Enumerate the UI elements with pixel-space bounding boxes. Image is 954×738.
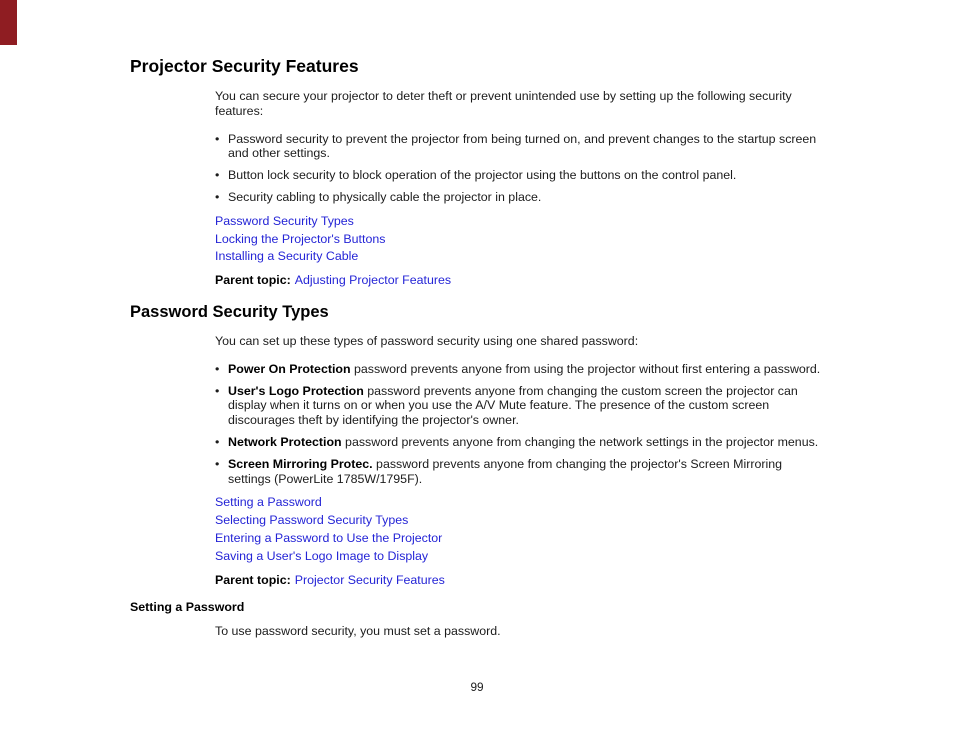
bullet-lead: Screen Mirroring Protec. bbox=[228, 456, 373, 471]
bullet-lead: User's Logo Protection bbox=[228, 383, 364, 398]
bullet-lead: Power On Protection bbox=[228, 361, 351, 376]
section2-intro: You can set up these types of password security using one shared password: bbox=[215, 333, 639, 348]
bullet-glyph: • bbox=[215, 361, 220, 376]
bullet-lead: Network Protection bbox=[228, 434, 342, 449]
parent-topic-line bbox=[215, 573, 825, 588]
parent-topic-line bbox=[215, 273, 825, 288]
page-number: 99 bbox=[470, 680, 484, 694]
link-installing-security-cable[interactable]: Installing a Security Cable bbox=[215, 249, 359, 264]
bullet-glyph: • bbox=[215, 131, 220, 146]
parent-topic-label: Parent topic: bbox=[215, 572, 291, 587]
bullet-glyph: • bbox=[215, 434, 220, 449]
bullet-item bbox=[215, 384, 825, 428]
link-entering-password-to-use-projector[interactable]: Entering a Password to Use the Projector bbox=[215, 530, 443, 545]
bullet-rest: password prevents anyone from changing the projector's Screen Mirroring settings (PowerLite 1785W/1795F). bbox=[228, 456, 783, 486]
bullet-item bbox=[215, 362, 825, 377]
section2-link-list bbox=[215, 495, 825, 563]
section-title-projector-security-features: Projector Security Features bbox=[130, 56, 359, 76]
link-adjusting-projector-features[interactable]: Adjusting Projector Features bbox=[294, 273, 452, 288]
bullet-rest: password prevents anyone from using the projector without first entering a password. bbox=[350, 361, 821, 376]
link-projector-security-features[interactable]: Projector Security Features bbox=[294, 572, 445, 587]
section2-body bbox=[215, 334, 825, 587]
section3-body bbox=[215, 624, 825, 639]
section1-bullet-list bbox=[215, 132, 825, 205]
bullet-item bbox=[215, 168, 825, 183]
section3-text: To use password security, you must set a password. bbox=[215, 624, 501, 639]
section-title-password-security-types: Password Security Types bbox=[130, 302, 329, 321]
bullet-text bbox=[228, 435, 825, 450]
bullet-item bbox=[215, 435, 825, 450]
bullet-text bbox=[228, 457, 825, 487]
bullet-glyph: • bbox=[215, 383, 220, 398]
section1-link-list bbox=[215, 214, 825, 264]
bullet-item bbox=[215, 457, 825, 487]
bullet-glyph: • bbox=[215, 189, 220, 204]
bullet-item bbox=[215, 190, 825, 205]
bullet-rest: password prevents anyone from changing the network settings in the projector menus. bbox=[341, 434, 819, 449]
link-saving-users-logo-image[interactable]: Saving a User's Logo Image to Display bbox=[215, 548, 429, 563]
link-locking-projectors-buttons[interactable]: Locking the Projector's Buttons bbox=[215, 231, 386, 246]
corner-accent-bar bbox=[0, 0, 17, 45]
bullet-text: Security cabling to physically cable the projector in place. bbox=[228, 189, 542, 204]
bullet-text: Password security to prevent the projector from being turned on, and prevent changes to the startup screen and other settings. bbox=[228, 131, 817, 161]
bullet-text: Button lock security to block operation of the projector using the buttons on the control panel. bbox=[228, 168, 737, 183]
parent-topic-label: Parent topic: bbox=[215, 273, 291, 288]
section2-bullet-list bbox=[215, 362, 825, 487]
bullet-text bbox=[228, 384, 825, 428]
bullet-rest: password prevents anyone from changing the custom screen the projector can display when it turns on or when you use the A/V Mute feature. The presence of the custom screen discourages theft by identifying the projector's owner. bbox=[228, 383, 798, 428]
section1-intro: You can secure your projector to deter theft or prevent unintended use by setting up the following security features: bbox=[215, 89, 792, 118]
bullet-text bbox=[228, 362, 825, 377]
page-content bbox=[130, 56, 830, 652]
link-password-security-types[interactable]: Password Security Types bbox=[215, 213, 354, 228]
bullet-glyph: • bbox=[215, 456, 220, 471]
bullet-glyph: • bbox=[215, 168, 220, 183]
bullet-item bbox=[215, 132, 825, 162]
section-title-setting-a-password: Setting a Password bbox=[130, 600, 245, 615]
link-selecting-password-security-types[interactable]: Selecting Password Security Types bbox=[215, 513, 409, 528]
link-setting-a-password[interactable]: Setting a Password bbox=[215, 495, 322, 510]
section1-body bbox=[215, 89, 825, 288]
